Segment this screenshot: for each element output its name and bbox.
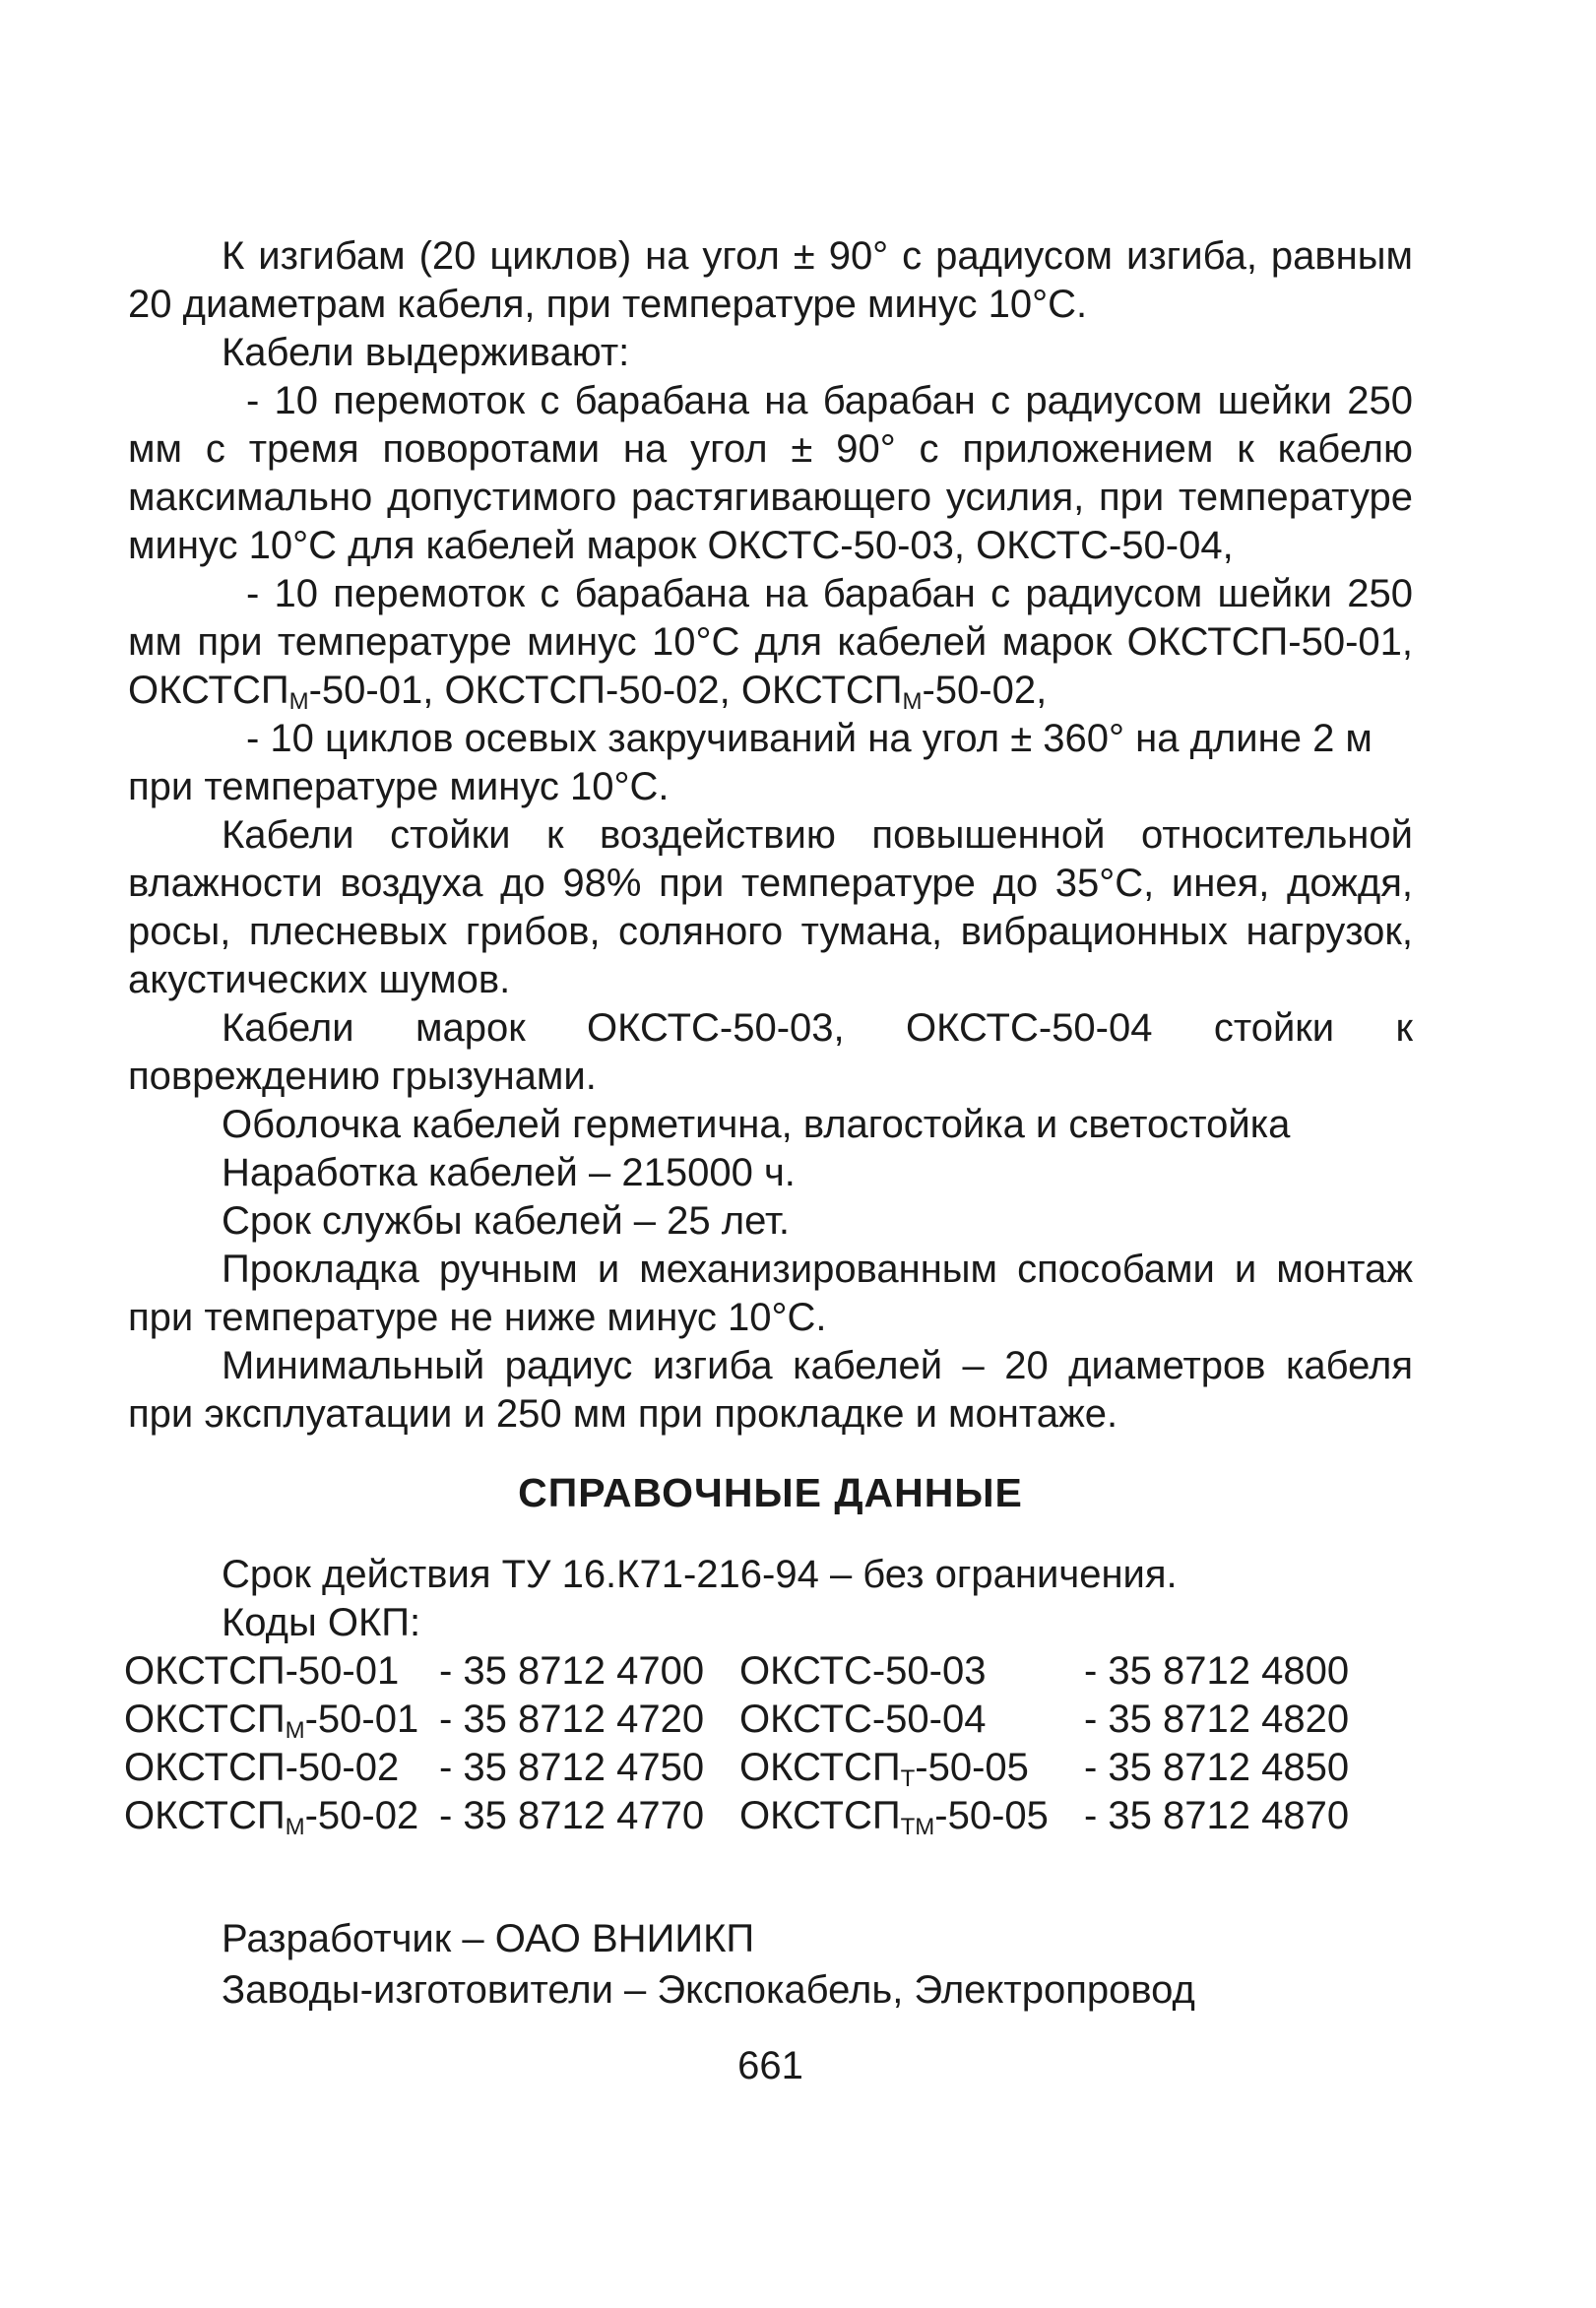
- right-cable-name: [739, 1744, 1084, 1792]
- section-heading-reference: СПРАВОЧНЫЕ ДАННЫЕ: [518, 1470, 1023, 1515]
- paragraph-rodents: Кабели марок ОКСТС-50-03, ОКСТС-50-04 стойки к повреждению грызунами.: [128, 1006, 1413, 1098]
- left-cable-name: [124, 1696, 439, 1744]
- cable-mark: ОКСТС-50-03: [739, 1649, 987, 1693]
- left-okp-code: - 35 8712 4720: [439, 1698, 705, 1741]
- right-cable-name: [739, 1696, 1084, 1744]
- left-cable-name: [124, 1792, 439, 1840]
- paragraph-withstand-intro: Кабели выдерживают:: [222, 331, 630, 374]
- right-okp-code: - 35 8712 4870: [1084, 1794, 1350, 1837]
- paragraph-rewind-turns: - 10 перемоток с барабана на барабан с радиусом шейки 250 мм с тремя поворотами на угол ± 90° с приложением к кабелю максимально допустимого растягивающего усилия, при температуре минус 10°С для кабелей марок ОКСТС-50-03, ОКСТС-50-04,: [128, 379, 1413, 567]
- document-footer: [128, 1913, 1413, 2016]
- left-okp-code: - 35 8712 4700: [439, 1649, 705, 1693]
- cable-mark: ОКСТС-50-04: [739, 1698, 987, 1741]
- paragraph-service-life: Срок службы кабелей – 25 лет.: [222, 1199, 791, 1243]
- left-okp-code: - 35 8712 4750: [439, 1746, 705, 1789]
- paragraph-sheath: Оболочка кабелей герметична, влагостойка и светостойка: [222, 1103, 1291, 1146]
- table-row: [124, 1744, 1379, 1792]
- manufacturers-line: Заводы-изготовители – Экспокабель, Электропровод: [222, 1968, 1195, 2012]
- paragraph-mtbf: Наработка кабелей – 215000 ч.: [222, 1151, 796, 1194]
- table-row: [124, 1792, 1379, 1840]
- paragraph-validity: Срок действия ТУ 16.К71-216-94 – без ограничения.: [222, 1553, 1178, 1596]
- page-number: 661: [737, 2044, 803, 2087]
- cable-mark: $ОКСТСП_Т-50-05$: [739, 1746, 1029, 1792]
- table-row: [124, 1647, 1379, 1696]
- rewind-intro-text: - 10 перемоток с барабана на барабан с радиусом шейки 250 мм при температуре минус 10°С для кабелей марок ОКСТСП-50-01,: [128, 572, 1413, 664]
- cable-mark: ОКСТСП-50-02: [124, 1746, 400, 1789]
- rewind-mark-2: $ОКСТСП_М-50-02$,: [740, 669, 1048, 715]
- paragraph-rewind-plain: [128, 570, 1413, 715]
- table-row: [124, 1696, 1379, 1744]
- okp-codes-body: [124, 1647, 1379, 1840]
- paragraph-twisting: - 10 циклов осевых закручиваний на угол ± 360° на длине 2 м при температуре минус 10°С.: [128, 717, 1373, 808]
- document-page: [124, 232, 1413, 2090]
- cable-mark: ОКСТСП-50-01: [124, 1649, 400, 1693]
- cable-mark: $ОКСТСП_М-50-01$: [124, 1698, 419, 1744]
- right-okp-code: - 35 8712 4800: [1084, 1649, 1350, 1693]
- right-okp-code: - 35 8712 4820: [1084, 1698, 1350, 1741]
- developer-line: Разработчик – ОАО ВНИИКП: [222, 1917, 755, 1960]
- okp-codes-table: [124, 1647, 1379, 1840]
- right-okp-code: - 35 8712 4850: [1084, 1746, 1350, 1789]
- paragraph-bending: К изгибам (20 циклов) на угол ± 90° с радиусом изгиба, равным 20 диаметрам кабеля, при температуре минус 10°С.: [128, 234, 1413, 326]
- paragraph-laying: Прокладка ручным и механизированным способами и монтаж при температуре не ниже минус 10°С.: [128, 1248, 1413, 1339]
- paragraph-bend-radius: Минимальный радиус изгиба кабелей – 20 диаметров кабеля при эксплуатации и 250 мм при прокладке и монтаже.: [128, 1344, 1413, 1436]
- paragraph-resistance: Кабели стойки к воздействию повышенной относительной влажности воздуха до 98% при температуре до 35°С, инея, дождя, росы, плесневых грибов, соляного тумана, вибрационных нагрузок, акустических шумов.: [128, 813, 1413, 1001]
- right-cable-name: [739, 1792, 1084, 1840]
- right-cable-name: [739, 1647, 1084, 1696]
- codes-title: Коды ОКП:: [222, 1601, 421, 1644]
- left-cable-name: [124, 1744, 439, 1792]
- left-okp-code: - 35 8712 4770: [439, 1794, 705, 1837]
- cable-mark: $ОКСТСП_М-50-02$: [124, 1794, 419, 1840]
- left-cable-name: [124, 1647, 439, 1696]
- rewind-mark-1: $ОКСТСП_М-50-01$, ОКСТСП-50-02,: [128, 669, 741, 715]
- cable-mark: $ОКСТСП_{ТМ}-50-05$: [739, 1794, 1049, 1840]
